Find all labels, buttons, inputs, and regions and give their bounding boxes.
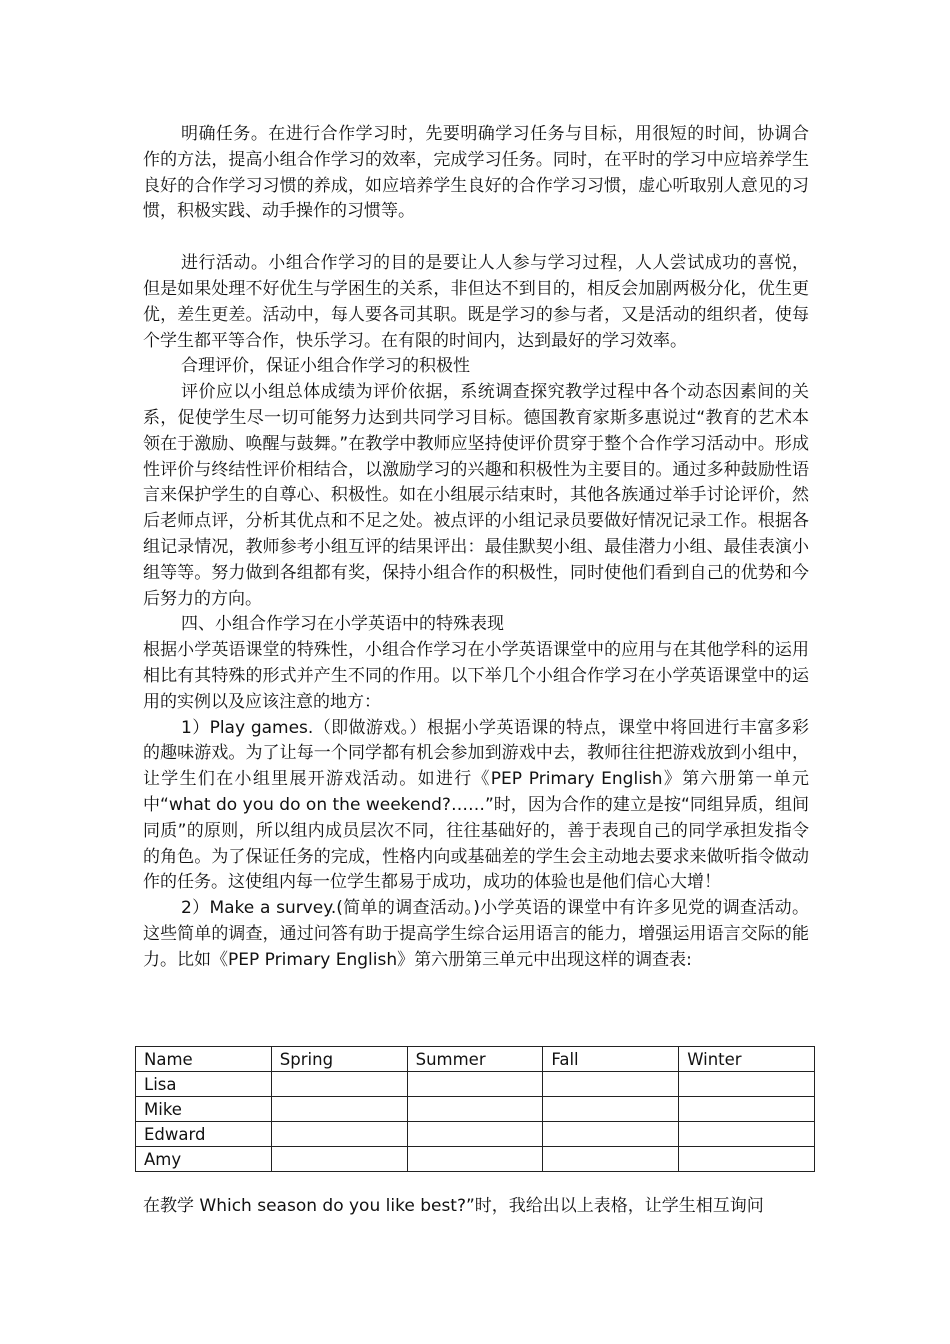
header-cell: Fall — [543, 1047, 679, 1072]
table-cell — [407, 1097, 543, 1122]
table-row — [136, 1072, 815, 1097]
paragraph-evaluation: 评价应以小组总体成绩为评价依据，系统调查探究教学过程中各个动态因素间的关系，促使学生尽一切可能努力达到共同学习目标。德国教育家斯多惠说过“教育的艺术本领在于激励、唤醒与鼓舞。”在教学中教师应坚持使评价贯穿于整个合作学习活动中。形成性评价与终结性评价相结合，以激励学习的兴趣和积极性为主要目的。通过多种鼓励性语言来保护学生的自尊心、积极性。如在小组展示结束时，其他各族通过举手讨论评价，然后老师点评，分析其优点和不足之处。被点评的小组记录员要做好情况记录工作。根据各组记录情况，教师参考小组互评的结果评出：最佳默契小组、最佳潜力小组、最佳表演小组等等。努力做到各组都有奖，保持小组合作的积极性，同时使他们看到自己的优势和今后努力的方向。 — [143, 382, 809, 609]
table-cell: Edward — [136, 1122, 272, 1147]
header-cell: Winter — [679, 1047, 815, 1072]
table-cell: Lisa — [136, 1072, 272, 1097]
paragraph-gap — [143, 225, 809, 251]
table-row — [136, 1122, 815, 1147]
paragraph-task: 明确任务。在进行合作学习时，先要明确学习任务与目标，用很短的时间，协调合作的方法，提高小组合作学习的效率，完成学习任务。同时，在平时的学习中应培养学生良好的合作学习习惯的养成，如应培养学生良好的合作学习习惯，虚心听取别人意见的习惯，积极实践、动手操作的习惯等。 — [143, 124, 809, 222]
table-cell — [407, 1147, 543, 1172]
table-row — [136, 1097, 815, 1122]
table-header-row — [136, 1047, 815, 1072]
table-row — [136, 1147, 815, 1172]
table-cell — [271, 1122, 407, 1147]
paragraph-make-survey: 2）Make a survey.(简单的调查活动。)小学英语的课堂中有许多见党的调查活动。这些简单的调查，通过问答有助于提高学生综合运用语言的能力，增强运用语言交际的能力。比如《PEP Primary English》第六册第三单元中出现这样的调查表: — [143, 898, 809, 970]
survey-table — [135, 1046, 815, 1172]
table-cell: Amy — [136, 1147, 272, 1172]
paragraph-play-games: 1）Play games.（即做游戏。）根据小学英语课的特点，课堂中将回进行丰富多彩的趣味游戏。为了让每一个同学都有机会参加到游戏中去，教师往往把游戏放到小组中，让学生们在小组里展开游戏活动。如进行《PEP Primary English》第六册第一单元中“what do you do on the weekend?……”时，因为合作的建立是按“同组异质，组间同质”的原则，所以组内成员层次不同，往往基础好的，善于表现自己的同学承担发指令的角色。为了保证任务的完成，性格内向或基础差的学生会主动地去要求来做听指令做动作的任务。这使组内每一位学生都易于成功，成功的体验也是他们信心大增！ — [143, 717, 809, 893]
paragraph-english-class: 根据小学英语课堂的特殊性，小组合作学习在小学英语课堂中的应用与在其他学科的运用相比有其特殊的形式并产生不同的作用。以下举几个小组合作学习在小学英语课堂中的运用的实例以及应该注意的地方： — [143, 640, 809, 712]
table-cell — [679, 1122, 815, 1147]
header-cell: Spring — [271, 1047, 407, 1072]
table-cell — [271, 1097, 407, 1122]
table-cell — [543, 1097, 679, 1122]
paragraph-after-table: 在教学 Which season do you like best?”时，我给出以上表格，让学生相互询问 — [143, 1196, 764, 1216]
section-heading-four: 四、小组合作学习在小学英语中的特殊表现 — [181, 614, 504, 635]
document-body — [143, 122, 809, 974]
header-cell: Summer — [407, 1047, 543, 1072]
header-cell: Name — [136, 1047, 272, 1072]
heading-evaluation: 合理评价，保证小组合作学习的积极性 — [181, 356, 470, 377]
table-cell — [679, 1072, 815, 1097]
table-cell — [679, 1147, 815, 1172]
table-cell — [543, 1122, 679, 1147]
table-cell — [543, 1147, 679, 1172]
table-cell — [271, 1072, 407, 1097]
table-cell — [271, 1147, 407, 1172]
table-cell: Mike — [136, 1097, 272, 1122]
table-cell — [407, 1072, 543, 1097]
table-cell — [543, 1072, 679, 1097]
paragraph-activity: 进行活动。小组合作学习的目的是要让人人参与学习过程，人人尝试成功的喜悦，但是如果处理不好优生与学困生的关系，非但达不到目的，相反会加剧两极分化，优生更优，差生更差。活动中，每人要各司其职。既是学习的参与者，又是活动的组织者，使每个学生都平等合作，快乐学习。在有限的时间内，达到最好的学习效率。 — [143, 253, 809, 351]
table-cell — [679, 1097, 815, 1122]
table-cell — [407, 1122, 543, 1147]
